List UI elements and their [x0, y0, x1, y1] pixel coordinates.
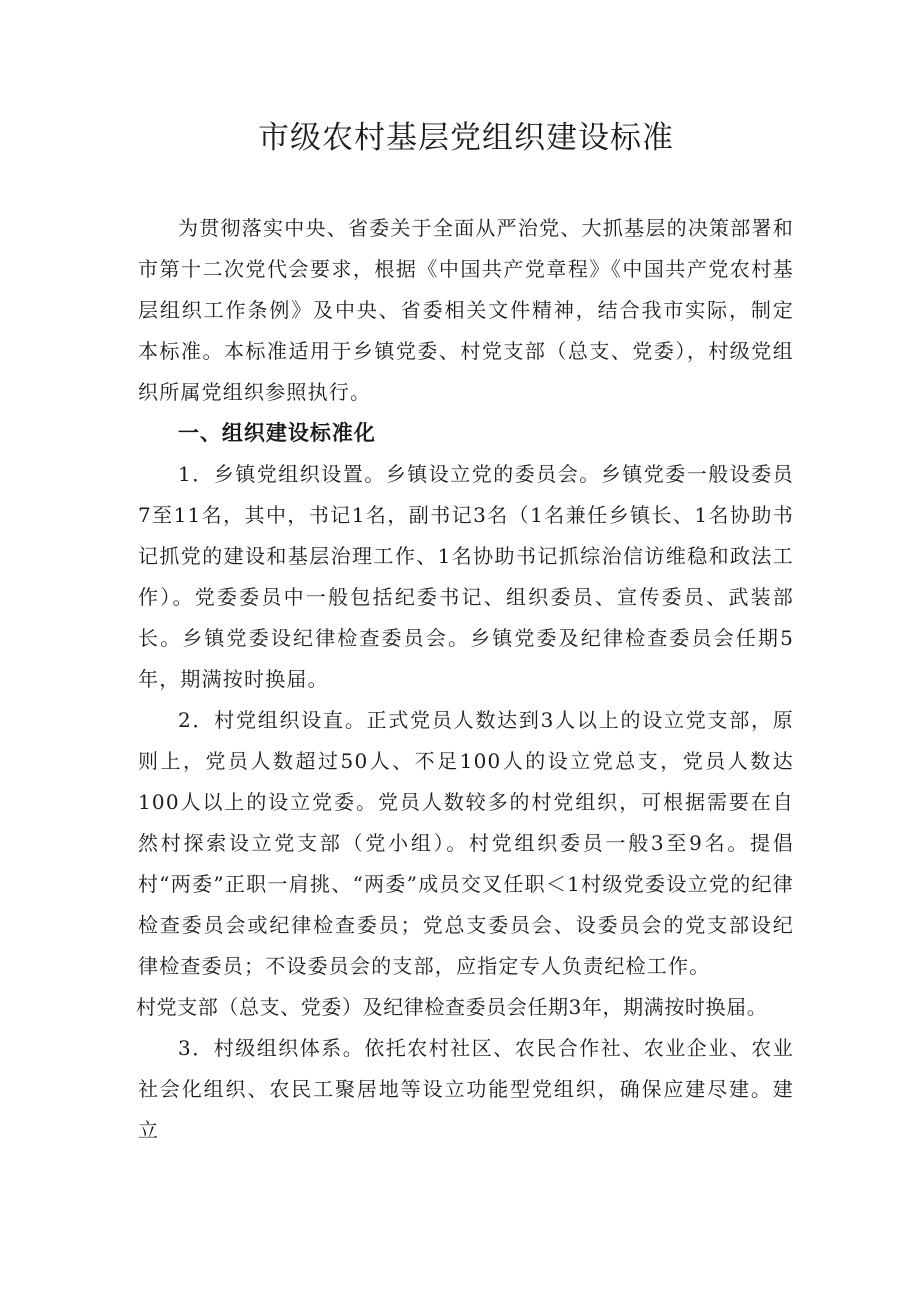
section-heading-organization: 一、组织建设标准化 — [177, 421, 376, 445]
intro-paragraph: 为贯彻落实中央、省委关于全面从严治党、大抓基层的决策部署和市第十二次党代会要求，根据《中国共产党章程》《中国共产党农村基层组织工作条例》及中央、省委相关文件精神，结合我市实际，制定本标准。本标准适用于乡镇党委、村党支部（总支、党委），村级党组织所属党组织参照执行。 — [138, 216, 794, 404]
item-2-continuation: 村党支部（总支、党委）及纪律检查委员会任期3年，期满按时换届。 — [136, 995, 768, 1019]
item-3-village-organization-system: 3．村级组织体系。依托农村社区、农民合作社、农业企业、农业社会化组织、农民工聚居地等设立功能型党组织，确保应建尽建。建立 — [138, 1036, 794, 1142]
document-title: 市级农村基层党组织建设标准 — [258, 120, 674, 156]
document-body — [138, 208, 794, 1151]
item-2-village-party-organization: 2．村党组织设直。正式党员人数达到3人以上的设立党支部，原则上，党员人数超过50人、不足100人的设立党总支，党员人数达100人以上的设立党委。党员人数较多的村党组织，可根据需要在自然村探索设立党支部（党小组）。村党组织委员一般3至9名。提倡村“两委”正职一肩挑、“两委”成员交叉任职＜1村级党委设立党的纪律检查委员会或纪律检查委员；党总支委员会、设委员会的党支部设纪律检查委员；不设委员会的支部，应指定专人负责纪检工作。 — [138, 708, 794, 978]
item-1-township-party-organization: 1．乡镇党组织设置。乡镇设立党的委员会。乡镇党委一般设委员7至11名，其中，书记1名，副书记3名（1名兼任乡镇长、1名协助书记抓党的建设和基层治理工作、1名协助书记抓综治信访维稳和政法工作）。党委委员中一般包括纪委书记、组织委员、宣传委员、武装部长。乡镇党委设纪律检查委员会。乡镇党委及纪律检查委员会任期5年，期满按时换届。 — [138, 462, 794, 691]
